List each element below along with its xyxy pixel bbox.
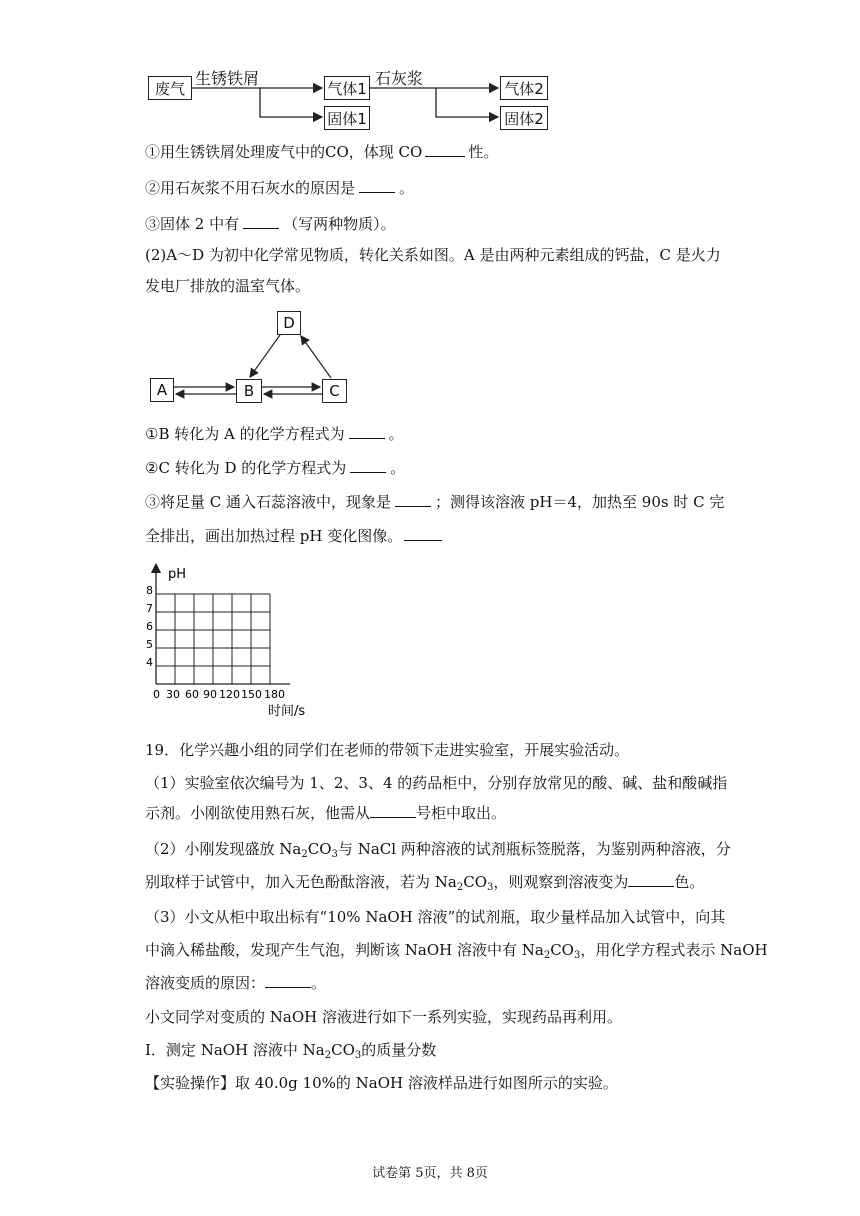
y-tick-4: 4 <box>146 656 153 669</box>
x-tick-150: 150 <box>241 688 262 701</box>
y-tick-5: 5 <box>146 638 153 651</box>
y-tick-7: 7 <box>146 602 153 615</box>
rusty-iron-label: 生锈铁屑 <box>195 69 260 88</box>
x-tick-180: 180 <box>264 688 285 701</box>
page-footer: 试卷第 5页，共 8页 <box>372 1166 488 1181</box>
q2-line-2: ②C 转化为 D 的化学方程式为 。 <box>145 459 406 477</box>
ph-axis-label: pH <box>168 567 187 582</box>
q1-line-3: ③固体 2 中有 （写两种物质）。 <box>145 215 396 233</box>
y-tick-8: 8 <box>146 584 153 597</box>
q2-line-3: ③将足量 C 通入石蕊溶液中，现象是 ；测得该溶液 pH＝4，加热至 90s 时 C 完 <box>145 493 725 511</box>
q19-p3-line1: （3）小文从柜中取出标有“10% NaOH 溶液”的试剂瓶，取少量样品加入试管中，向其 <box>145 908 726 926</box>
q19-p2-line2: 别取样于试管中，加入无色酚酞溶液，若为 $Na_2CO_3$，则观察到溶液变为 色。 <box>145 873 705 893</box>
q19-p2-line1: （2）小刚发现盛放 $Na_2CO_3$与 NaCl 两种溶液的试剂瓶标签脱落，为鉴别两种溶液，分 <box>145 840 731 860</box>
q1-line-1: ①用生锈铁屑处理废气中的CO，体现 CO 性。 <box>145 143 499 161</box>
x-tick-120: 120 <box>219 688 240 701</box>
q2-line-4: 全排出，画出加热过程 pH 变化图像。 <box>145 526 442 546</box>
answer-blank[interactable] <box>395 492 431 507</box>
lime-slurry-label: 石灰浆 <box>375 69 424 88</box>
answer-blank[interactable] <box>350 458 386 473</box>
y-tick-6: 6 <box>146 620 153 633</box>
q19-p3-line2: 中滴入稀盐酸，发现产生气泡，判断该 NaOH 溶液中有 $Na_2CO_3$，用化学方程式表示 NaOH <box>145 941 768 961</box>
ph-grid-graph <box>140 560 310 720</box>
q19-p5: I．测定 NaOH 溶液中 $Na_2CO_3$的质量分数 <box>145 1041 437 1061</box>
x-tick-30: 30 <box>166 688 180 701</box>
waste-gas-box: 废气 <box>148 76 192 100</box>
solid2-box: 固体2 <box>500 106 548 130</box>
node-d: D <box>277 311 301 335</box>
answer-blank[interactable] <box>265 973 311 988</box>
x-tick-60: 60 <box>185 688 199 701</box>
gas1-box: 气体1 <box>324 76 370 100</box>
q2-line-1: ①B 转化为 A 的化学方程式为 。 <box>145 425 404 443</box>
q19-title: 19．化学兴趣小组的同学们在老师的带领下走进实验室，开展实验活动。 <box>145 741 630 759</box>
time-axis-label: 时间/s <box>268 704 306 719</box>
node-c: C <box>322 379 347 403</box>
relation-arrows <box>0 0 860 420</box>
answer-blank[interactable] <box>628 872 674 887</box>
q19-p3-line3: 溶液变质的原因： 。 <box>145 974 327 992</box>
q19-p4: 小文同学对变质的 NaOH 溶液进行如下一系列实验，实现药品再利用。 <box>145 1008 622 1026</box>
q2-intro-2: 发电厂排放的温室气体。 <box>145 277 311 295</box>
gas2-box: 气体2 <box>500 76 548 100</box>
q2-intro-1: (2)A～D 为初中化学常见物质，转化关系如图。A 是由两种元素组成的钙盐，C 是火力 <box>145 246 721 264</box>
node-a: A <box>150 378 174 402</box>
q19-p1-line1: （1）实验室依次编号为 1、2、3、4 的药品柜中，分别存放常见的酸、碱、盐和酸碱指 <box>145 774 728 792</box>
solid1-box: 固体1 <box>324 106 370 130</box>
x-tick-90: 90 <box>203 688 217 701</box>
node-b: B <box>236 379 262 403</box>
answer-blank[interactable] <box>404 526 442 541</box>
q19-p1-line2: 示剂。小刚欲使用熟石灰，他需从 号柜中取出。 <box>145 804 507 822</box>
q1-line-2: ②用石灰浆不用石灰水的原因是 。 <box>145 179 415 197</box>
answer-blank[interactable] <box>349 424 385 439</box>
q19-p6: 【实验操作】取 40.0g 10%的 NaOH 溶液样品进行如图所示的实验。 <box>145 1074 618 1092</box>
answer-blank[interactable] <box>370 803 416 818</box>
x-tick-0: 0 <box>153 688 160 701</box>
